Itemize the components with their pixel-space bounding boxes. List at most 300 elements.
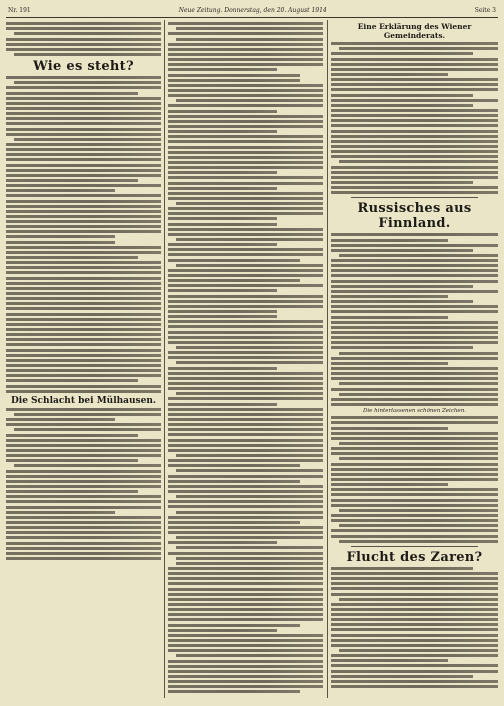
text-line bbox=[6, 189, 115, 192]
text-line bbox=[6, 122, 161, 125]
text-line bbox=[339, 509, 498, 512]
text-line bbox=[6, 117, 161, 120]
text-line bbox=[331, 473, 498, 476]
text-line bbox=[6, 500, 161, 503]
text-line bbox=[331, 259, 498, 262]
text-line bbox=[6, 169, 161, 172]
text-line bbox=[168, 79, 300, 82]
text-line bbox=[176, 495, 323, 498]
text-line bbox=[6, 97, 161, 100]
text-line bbox=[331, 109, 498, 112]
text-line bbox=[6, 128, 161, 131]
article-text bbox=[331, 233, 498, 406]
text-line bbox=[331, 427, 448, 430]
text-line bbox=[168, 516, 323, 519]
text-line bbox=[168, 526, 323, 529]
text-line bbox=[168, 300, 323, 303]
text-line bbox=[168, 500, 323, 503]
text-line bbox=[6, 282, 161, 285]
text-line bbox=[6, 235, 115, 238]
text-line bbox=[331, 104, 473, 107]
text-line bbox=[168, 120, 323, 123]
headline-finnland: Russisches aus Finnland. bbox=[357, 201, 472, 232]
text-line bbox=[331, 331, 498, 334]
text-line bbox=[6, 246, 161, 249]
text-line bbox=[6, 241, 115, 244]
text-line bbox=[6, 292, 161, 295]
article-text bbox=[6, 408, 161, 560]
text-line bbox=[6, 86, 161, 89]
text-line bbox=[168, 608, 323, 611]
text-line bbox=[6, 385, 161, 388]
text-line bbox=[339, 457, 498, 460]
text-line bbox=[331, 52, 473, 55]
text-line bbox=[331, 150, 498, 153]
text-line bbox=[6, 369, 161, 372]
text-line bbox=[168, 572, 323, 575]
text-line bbox=[168, 125, 323, 128]
text-line bbox=[168, 197, 323, 200]
text-line bbox=[168, 115, 323, 118]
text-line bbox=[331, 432, 498, 435]
text-line bbox=[168, 325, 323, 328]
text-line bbox=[6, 531, 161, 534]
text-line bbox=[339, 649, 498, 652]
text-line bbox=[168, 32, 323, 35]
text-line bbox=[168, 140, 323, 143]
text-line bbox=[6, 287, 161, 290]
text-line bbox=[168, 649, 323, 652]
text-line bbox=[331, 577, 498, 580]
text-line bbox=[6, 354, 161, 357]
text-line bbox=[6, 480, 161, 483]
text-line bbox=[6, 359, 161, 362]
page-header bbox=[8, 4, 496, 16]
text-line bbox=[168, 480, 300, 483]
text-line bbox=[6, 542, 161, 545]
text-line bbox=[331, 639, 498, 642]
text-line bbox=[6, 318, 161, 321]
text-line bbox=[6, 107, 161, 110]
text-line bbox=[176, 264, 323, 267]
text-line bbox=[168, 577, 323, 580]
text-line bbox=[168, 644, 323, 647]
text-line bbox=[339, 352, 498, 355]
text-line bbox=[168, 367, 277, 370]
headline-schlacht: Die Schlacht bei Mülhausen. bbox=[10, 395, 157, 406]
separator bbox=[351, 197, 478, 198]
text-line bbox=[331, 675, 473, 678]
text-line bbox=[6, 552, 161, 555]
text-line bbox=[331, 623, 498, 626]
text-line bbox=[168, 151, 323, 154]
text-line bbox=[331, 628, 498, 631]
text-line bbox=[331, 452, 498, 455]
text-line bbox=[168, 228, 323, 231]
text-line bbox=[168, 665, 323, 668]
text-line bbox=[331, 305, 498, 308]
text-line bbox=[168, 356, 323, 359]
text-line bbox=[168, 387, 323, 390]
column-divider bbox=[327, 20, 328, 698]
text-line bbox=[168, 397, 323, 400]
text-line bbox=[331, 99, 498, 102]
text-line bbox=[6, 22, 161, 25]
text-line bbox=[168, 284, 323, 287]
text-line bbox=[168, 89, 323, 92]
text-line bbox=[6, 48, 161, 51]
text-line bbox=[168, 439, 323, 442]
text-line bbox=[6, 210, 161, 213]
text-line bbox=[168, 295, 323, 298]
text-line bbox=[331, 171, 498, 174]
text-line bbox=[339, 598, 498, 601]
text-line bbox=[331, 58, 498, 61]
text-line bbox=[168, 634, 323, 637]
text-line bbox=[176, 469, 323, 472]
text-line bbox=[168, 382, 323, 385]
column-2 bbox=[168, 20, 323, 700]
text-line bbox=[168, 341, 323, 344]
text-line bbox=[331, 582, 498, 585]
text-line bbox=[168, 351, 323, 354]
text-line bbox=[6, 313, 161, 316]
text-line bbox=[168, 408, 323, 411]
text-line bbox=[331, 514, 498, 517]
text-line bbox=[331, 191, 498, 194]
headline-erklaerung: Eine Erklärung des Wiener Gemeinderats. bbox=[357, 22, 472, 40]
text-line bbox=[331, 659, 448, 662]
separator bbox=[351, 546, 478, 547]
text-line bbox=[6, 174, 161, 177]
text-line bbox=[331, 300, 473, 303]
text-line bbox=[331, 88, 498, 91]
text-line bbox=[331, 388, 498, 391]
text-line bbox=[168, 68, 277, 71]
text-line bbox=[168, 459, 323, 462]
text-line bbox=[168, 130, 277, 133]
text-line bbox=[168, 171, 277, 174]
text-line bbox=[331, 593, 498, 596]
text-line bbox=[6, 297, 161, 300]
text-line bbox=[168, 433, 323, 436]
text-line bbox=[6, 277, 161, 280]
text-line bbox=[168, 403, 277, 406]
text-line bbox=[168, 444, 323, 447]
text-line bbox=[6, 225, 161, 228]
text-line bbox=[168, 289, 277, 292]
text-line bbox=[176, 454, 323, 457]
text-line bbox=[6, 490, 138, 493]
text-line bbox=[168, 505, 323, 508]
text-line bbox=[331, 280, 498, 283]
text-line bbox=[6, 92, 138, 95]
text-line bbox=[6, 205, 161, 208]
text-line bbox=[331, 493, 498, 496]
text-line bbox=[331, 613, 498, 616]
text-line bbox=[6, 112, 161, 115]
text-line bbox=[168, 320, 323, 323]
text-line bbox=[6, 307, 161, 310]
column-divider bbox=[164, 20, 165, 698]
text-line bbox=[339, 540, 498, 543]
text-line bbox=[168, 423, 323, 426]
text-line bbox=[6, 521, 161, 524]
text-line bbox=[6, 444, 161, 447]
text-line bbox=[168, 418, 323, 421]
text-line bbox=[168, 464, 300, 467]
text-line bbox=[168, 598, 323, 601]
text-line bbox=[331, 233, 498, 236]
text-line bbox=[168, 84, 323, 87]
text-line bbox=[331, 572, 498, 575]
text-line bbox=[168, 670, 323, 673]
text-line bbox=[168, 269, 323, 272]
text-line bbox=[331, 244, 498, 247]
text-line bbox=[331, 367, 498, 370]
text-line bbox=[6, 495, 161, 498]
text-line bbox=[6, 76, 161, 79]
text-line bbox=[6, 364, 161, 367]
text-line bbox=[168, 629, 277, 632]
article-text bbox=[6, 22, 161, 56]
text-line bbox=[168, 521, 300, 524]
text-line bbox=[6, 423, 161, 426]
text-line bbox=[14, 464, 161, 467]
text-line bbox=[176, 346, 323, 349]
text-line bbox=[6, 256, 138, 259]
text-line bbox=[6, 511, 115, 514]
text-line bbox=[6, 343, 161, 346]
text-line bbox=[168, 274, 323, 277]
text-line bbox=[331, 421, 498, 424]
text-line bbox=[331, 504, 498, 507]
text-line bbox=[6, 251, 161, 254]
text-line bbox=[331, 362, 448, 365]
article-text bbox=[331, 567, 498, 688]
article-text bbox=[331, 42, 498, 194]
text-line bbox=[331, 499, 498, 502]
text-line bbox=[168, 613, 323, 616]
text-line bbox=[168, 48, 323, 51]
text-line bbox=[331, 488, 498, 491]
text-line bbox=[168, 315, 277, 318]
page-number: Seite 3 bbox=[474, 6, 496, 14]
text-line bbox=[331, 78, 498, 81]
text-line bbox=[168, 135, 323, 138]
text-line bbox=[168, 243, 277, 246]
text-line bbox=[6, 102, 161, 105]
text-line bbox=[168, 176, 323, 179]
text-line bbox=[6, 379, 138, 382]
text-line bbox=[331, 685, 498, 688]
text-line bbox=[168, 593, 323, 596]
text-line bbox=[168, 331, 323, 334]
text-line bbox=[6, 470, 161, 473]
text-line bbox=[168, 161, 323, 164]
text-line bbox=[6, 475, 161, 478]
issue-number: Nr. 191 bbox=[8, 6, 31, 14]
text-line bbox=[331, 644, 498, 647]
text-line bbox=[168, 279, 300, 282]
text-line bbox=[168, 413, 323, 416]
text-line bbox=[6, 526, 161, 529]
text-line bbox=[168, 618, 323, 621]
text-line bbox=[331, 140, 498, 143]
text-line bbox=[176, 238, 323, 241]
text-line bbox=[331, 310, 498, 313]
text-line bbox=[14, 32, 161, 35]
text-line bbox=[6, 328, 161, 331]
text-line bbox=[168, 531, 323, 534]
text-line bbox=[331, 68, 498, 71]
text-line bbox=[331, 295, 448, 298]
text-line bbox=[168, 53, 323, 56]
text-line bbox=[168, 377, 323, 380]
text-line bbox=[331, 239, 448, 242]
text-line bbox=[168, 212, 323, 215]
text-line bbox=[6, 547, 161, 550]
text-line bbox=[331, 269, 498, 272]
text-line bbox=[331, 290, 498, 293]
text-line bbox=[331, 603, 498, 606]
masthead-date: Neue Zeitung. Donnerstag, den 20. August 1914 bbox=[178, 6, 327, 14]
text-line bbox=[176, 202, 323, 205]
text-line bbox=[168, 192, 323, 195]
text-line bbox=[6, 215, 161, 218]
subheadline: Die hinterlassenen schönen Zeichen. bbox=[363, 408, 466, 415]
text-line bbox=[168, 685, 323, 688]
text-line bbox=[6, 266, 161, 269]
text-line bbox=[331, 264, 498, 267]
text-line bbox=[6, 27, 161, 30]
text-line bbox=[176, 557, 323, 560]
text-line bbox=[6, 271, 161, 274]
text-line bbox=[6, 506, 161, 509]
text-line bbox=[331, 437, 498, 440]
text-line bbox=[6, 333, 161, 336]
text-line bbox=[339, 524, 498, 527]
text-line bbox=[331, 135, 498, 138]
text-line bbox=[6, 459, 138, 462]
text-line bbox=[6, 408, 161, 411]
text-line bbox=[168, 58, 323, 61]
text-line bbox=[331, 249, 473, 252]
text-line bbox=[168, 588, 323, 591]
text-line bbox=[331, 377, 498, 380]
text-line bbox=[331, 94, 473, 97]
text-line bbox=[331, 608, 498, 611]
text-line bbox=[331, 372, 498, 375]
text-line bbox=[168, 310, 277, 313]
text-line bbox=[168, 166, 323, 169]
text-line bbox=[176, 99, 323, 102]
text-line bbox=[331, 321, 498, 324]
text-line bbox=[6, 536, 161, 539]
text-line bbox=[6, 390, 161, 393]
text-line bbox=[339, 442, 498, 445]
text-line bbox=[176, 511, 323, 514]
text-line bbox=[168, 372, 323, 375]
text-line bbox=[176, 361, 323, 364]
text-line bbox=[6, 184, 161, 187]
text-line bbox=[331, 83, 498, 86]
text-line bbox=[6, 38, 161, 41]
text-line bbox=[6, 338, 161, 341]
text-line bbox=[331, 63, 498, 66]
text-line bbox=[6, 133, 161, 136]
column-3 bbox=[331, 20, 498, 700]
text-line bbox=[6, 449, 161, 452]
text-line bbox=[331, 176, 498, 179]
text-line bbox=[6, 43, 161, 46]
text-line bbox=[339, 393, 498, 396]
text-line bbox=[168, 639, 323, 642]
text-line bbox=[168, 541, 277, 544]
text-line bbox=[331, 529, 498, 532]
text-line bbox=[331, 618, 498, 621]
text-line bbox=[331, 670, 498, 673]
text-line bbox=[331, 186, 498, 189]
text-line bbox=[331, 664, 498, 667]
text-line bbox=[331, 468, 498, 471]
text-line bbox=[331, 166, 498, 169]
text-line bbox=[6, 418, 115, 421]
text-line bbox=[6, 374, 161, 377]
text-line bbox=[331, 114, 498, 117]
text-line bbox=[168, 660, 323, 663]
text-line bbox=[168, 428, 323, 431]
text-line bbox=[6, 143, 161, 146]
text-line bbox=[6, 153, 161, 156]
text-line bbox=[6, 200, 161, 203]
text-line bbox=[168, 22, 323, 25]
text-line bbox=[331, 155, 498, 158]
text-line bbox=[331, 416, 498, 419]
text-line bbox=[331, 519, 498, 522]
text-line bbox=[331, 285, 473, 288]
text-line bbox=[6, 439, 161, 442]
text-line bbox=[331, 447, 498, 450]
text-line bbox=[331, 341, 498, 344]
text-line bbox=[14, 138, 161, 141]
text-line bbox=[168, 110, 277, 113]
text-line bbox=[331, 403, 498, 406]
text-line bbox=[14, 428, 161, 431]
text-line bbox=[168, 490, 323, 493]
text-line bbox=[176, 536, 323, 539]
headline-wie-es-steht: Wie es steht? bbox=[33, 58, 134, 74]
text-line bbox=[331, 274, 498, 277]
text-line bbox=[168, 336, 323, 339]
text-line bbox=[339, 382, 498, 385]
text-line bbox=[6, 179, 138, 182]
text-line bbox=[168, 259, 300, 262]
text-line bbox=[331, 535, 498, 538]
text-line bbox=[6, 194, 161, 197]
text-line bbox=[168, 485, 323, 488]
text-line bbox=[168, 305, 323, 308]
text-line bbox=[176, 562, 323, 565]
text-line bbox=[14, 53, 161, 56]
text-line bbox=[176, 546, 323, 549]
text-line bbox=[168, 475, 323, 478]
text-line bbox=[176, 27, 323, 30]
text-line bbox=[168, 680, 323, 683]
text-line bbox=[331, 316, 448, 319]
text-line bbox=[168, 567, 323, 570]
text-line bbox=[6, 148, 161, 151]
